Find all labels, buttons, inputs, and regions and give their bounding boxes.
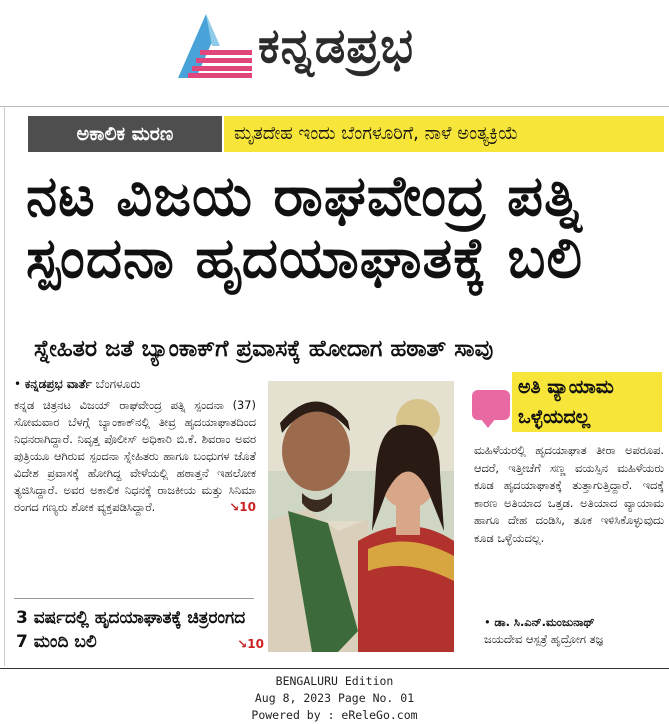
- footer-powered-by[interactable]: Powered by : eReleGo.com: [251, 708, 418, 722]
- continue-arrow-icon: ↘: [229, 500, 240, 514]
- footer-date-page: Aug 8, 2023 Page No. 01: [254, 691, 415, 705]
- sidebar-title-text: ಅತಿ ವ್ಯಾಯಾಮ ಒಳ್ಳೆಯದಲ್ಲ: [512, 372, 662, 432]
- headline-line-1: ನಟ ವಿಜಯ ರಾಘವೇಂದ್ರ ಪತ್ನಿ: [26, 164, 583, 229]
- kannadaprabha-logo-icon: [176, 12, 254, 80]
- kicker-bar: [28, 116, 664, 152]
- footer-edition: BENGALURU Edition: [275, 674, 394, 688]
- byline-agency: ಕನ್ನಡಪ್ರಭ ವಾರ್ತೆ: [24, 377, 92, 391]
- sidebar-title: [512, 372, 662, 432]
- kicker-strap: ಮೃತದೇಹ ಇಂದು ಬೆಂಗಳೂರಿಗೆ, ನಾಳೆ ಅಂತ್ಯಕ್ರಿಯೆ: [224, 116, 664, 152]
- kicker-label: ಅಕಾಲಿಕ ಮರಣ: [28, 116, 222, 152]
- footer-divider: [0, 668, 669, 669]
- byline-dateline: ಬೆಂಗಳೂರು: [95, 377, 141, 391]
- page-footer: [0, 673, 669, 724]
- photo-illustration: [268, 381, 454, 652]
- story-page-number: 10: [239, 500, 256, 514]
- story-continued-ref[interactable]: [229, 499, 256, 516]
- headline-line-2: ಸ್ಪಂದನಾ ಹೃದಯಾಘಾತಕ್ಕೆ ಬಲಿ: [26, 226, 584, 291]
- masthead-divider: [0, 106, 669, 107]
- sidebar-body: ಮಹಿಳೆಯರಲ್ಲಿ ಹೃದಯಾಘಾತ ತೀರಾ ಅಪರೂಪ. ಆದರೆ, ಇತ್ತೀಚೆಗೆ ಸಣ್ಣ ವಯಸ್ಸಿನ ಮಹಿಳೆಯರು ಕೂಡ ಹೃದಯಾಘಾತಕ್ಕೆ ತುತ್ತಾಗುತ್ತಿದ್ದಾರೆ. ಇದಕ್ಕೆ ಕಾರಣ ಅತಿಯಾದ ಒತ್ತಡ. ಅತಿಯಾದ ವ್ಯಾಯಾಮ ಹಾಗೂ ದೇಹ ದಂಡಿಸಿ, ತೂಕ ಇಳಿಸಿಕೊಳ್ಳುವುದು ಕೂಡ ಒಳ್ಳೆಯದಲ್ಲ.: [474, 443, 664, 545]
- credit-role: ಜಯದೇವ ಆಸ್ಪತ್ರೆ ಹೃದ್ರೋಗ ತಜ್ಞ: [484, 632, 604, 646]
- masthead: [0, 0, 669, 92]
- second-story-continued-ref[interactable]: [237, 632, 264, 656]
- story-text: ಕನ್ನಡ ಚಿತ್ರನಟ ವಿಜಯ್ ರಾಘವೇಂದ್ರ ಪತ್ನಿ ಸ್ಪಂದನಾ (37) ಸೋಮವಾರ ಬೆಳಗ್ಗೆ ಬ್ಯಾಂಕಾಕ್‌ನಲ್ಲಿ ತೀವ್ರ ಹೃದಯಾಘಾತದಿಂದ ನಿಧನರಾಗಿದ್ದಾರೆ. ನಿವೃತ್ತ ಪೊಲೀಸ್ ಅಧಿಕಾರಿ ಬಿ.ಕೆ. ಶಿವರಾಂ ಅವರ ಪುತ್ರಿಯೂ ಆಗಿರುವ ಸ್ಪಂದನಾ ಸ್ನೇಹಿತರು ಹಾಗೂ ಬಂಧುಗಳ ಜೊತೆ ವಿದೇಶ ಪ್ರವಾಸಕ್ಕೆ ಹೋಗಿದ್ದ ವೇಳೆಯಲ್ಲಿ ಹಠಾತ್ತನೆ ಇಹಲೋಕ ತ್ಯಜಿಸಿದ್ದಾರೆ. ಅವರ ಅಕಾಲಿಕ ನಿಧನಕ್ಕೆ ರಾಜಕೀಯ ಮತ್ತು ಸಿನಿಮಾ ರಂಗದ ಗಣ್ಯರು ಶೋಕ ವ್ಯಕ್ತಪಡಿಸಿದ್ದಾರೆ.: [14, 398, 256, 514]
- continue-arrow-icon: ↘: [237, 637, 248, 651]
- subheadline: ಸ್ನೇಹಿತರ ಜತೆ ಬ್ಯಾಂಕಾಕ್‌ಗೆ ಪ್ರವಾಸಕ್ಕೆ ಹೋದಾಗ ಹಠಾತ್ ಸಾವು: [34, 336, 494, 362]
- page-left-rule: [4, 106, 5, 666]
- main-story: [14, 376, 256, 516]
- masthead-brand: ಕನ್ನಡಪ್ರಭ: [258, 18, 415, 74]
- main-headline: [26, 166, 666, 290]
- speech-bubble-icon: [472, 390, 510, 420]
- byline-bullet: •: [14, 377, 22, 391]
- second-story-headline[interactable]: [16, 606, 264, 654]
- second-story-text: 3 ವರ್ಷದಲ್ಲಿ ಹೃದಯಾಘಾತಕ್ಕೆ ಚಿತ್ರರಂಗದ 7 ಮಂದಿ ಬಲಿ: [16, 608, 246, 652]
- couple-photo: [268, 381, 454, 652]
- column-divider: [14, 598, 254, 599]
- second-story-page-number: 10: [247, 637, 264, 651]
- byline: [14, 376, 256, 393]
- sidebar-credit: • ಡಾ. ಸಿ.ಎನ್.ಮಂಜುನಾಥ್ ಜಯದೇವ ಆಸ್ಪತ್ರೆ ಹೃದ್ರೋಗ ತಜ್ಞ: [484, 614, 664, 648]
- credit-name: ಡಾ. ಸಿ.ಎನ್.ಮಂಜುನಾಥ್: [494, 615, 595, 629]
- story-body: [14, 397, 256, 516]
